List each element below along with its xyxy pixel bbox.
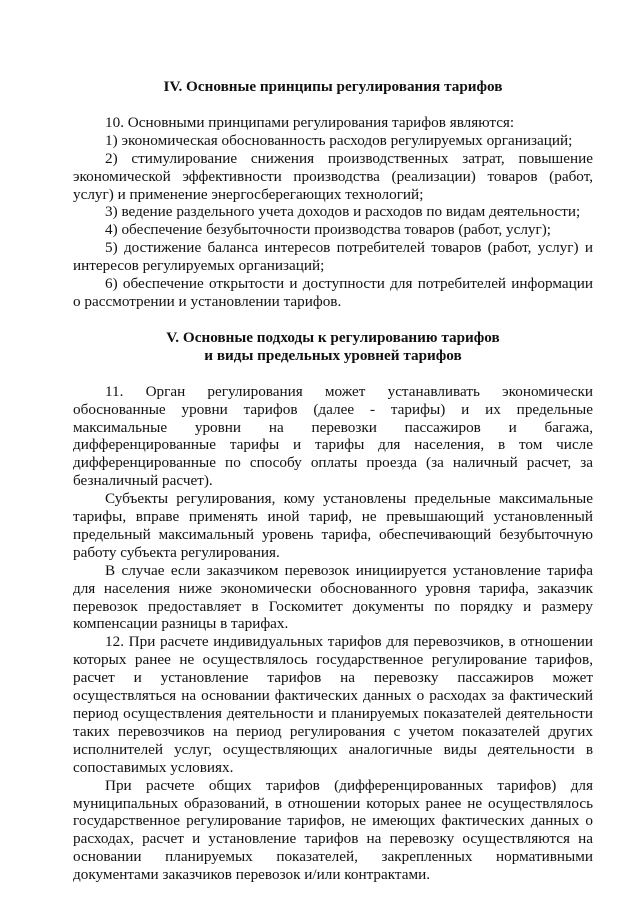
section-v [73, 329, 593, 884]
section-v-paragraph-4: 12. При расчете индивидуальных тарифов для перевозчиков, в отношении которых ранее не осуществлялось государственное регулирование тарифов, расчет и установление тарифов на перевозку пассажиров может осуществляться на основании фактических данных о расходах за фактический период осуществления деятельности и планируемых показателей деятельности таких перевозчиков на период регулирования с учетом показателей других исполнителей услуг, осуществляющих аналогичные виды деятельности в сопоставимых условиях. [73, 633, 593, 776]
section-v-heading [73, 329, 593, 365]
section-v-paragraph-1: 11. Орган регулирования может устанавливать экономически обоснованные уровни тарифов (далее - тарифы) и их предельные максимальные уровни на перевозки пассажиров и багажа, дифференцированные тарифы и тарифы для населения, в том числе дифференцированные по способу оплаты проезда (за наличный расчет, за безналичный расчет). [73, 382, 593, 490]
principle-item-3: 3) ведение раздельного учета доходов и расходов по видам деятельности; [105, 203, 581, 221]
principle-item-4: 4) обеспечение безубыточности производства товаров (работ, услуг); [105, 221, 552, 239]
document-content [73, 78, 593, 902]
section-iv-heading: IV. Основные принципы регулирования тарифов [163, 78, 503, 95]
section-v-heading-line-2: и виды предельных уровней тарифов [204, 346, 462, 364]
principle-item-6: 6) обеспечение открытости и доступности для потребителей информации о рассмотрении и установлении тарифов. [73, 275, 593, 310]
section-v-paragraph-3: В случае если заказчиком перевозок инициируется установление тарифа для населения ниже экономически обоснованного уровня тарифа, заказчик перевозок предоставляет в Госкомитет документы по порядку и размеру компенсации разницы в тарифах. [73, 561, 593, 633]
principle-item-1: 1) экономическая обоснованность расходов регулируемых организаций; [105, 131, 573, 149]
principle-item-2: 2) стимулирование снижения производственных затрат, повышение экономической эффективности производства (реализации) товаров (работ, услуг) и применение энергосберегающих технологий; [73, 149, 593, 203]
section-v-paragraph-5: При расчете общих тарифов (дифференцированных тарифов) для муниципальных образований, в отношении которых ранее не осуществлялось государственное регулирование тарифов, не имеющих фактических данных о расходах, расчет и установление тарифов на перевозку осуществляются на основании планируемых показателей, закрепленных нормативными документами заказчиков перевозок и/или контрактами. [73, 776, 593, 884]
principle-item-5: 5) достижение баланса интересов потребителей товаров (работ, услуг) и интересов регулируемых организаций; [73, 239, 593, 275]
section-iv [73, 78, 593, 311]
section-v-paragraph-2: Субъекты регулирования, кому установлены предельные максимальные тарифы, вправе применять иной тариф, не превышающий установленный предельный максимальный уровень тарифа, обеспечивающий безубыточную работу субъекта регулирования. [73, 490, 593, 561]
section-v-heading-line-1: V. Основные подходы к регулированию тарифов [166, 328, 500, 346]
section-iv-intro: 10. Основными принципами регулирования тарифов являются: [105, 113, 515, 131]
